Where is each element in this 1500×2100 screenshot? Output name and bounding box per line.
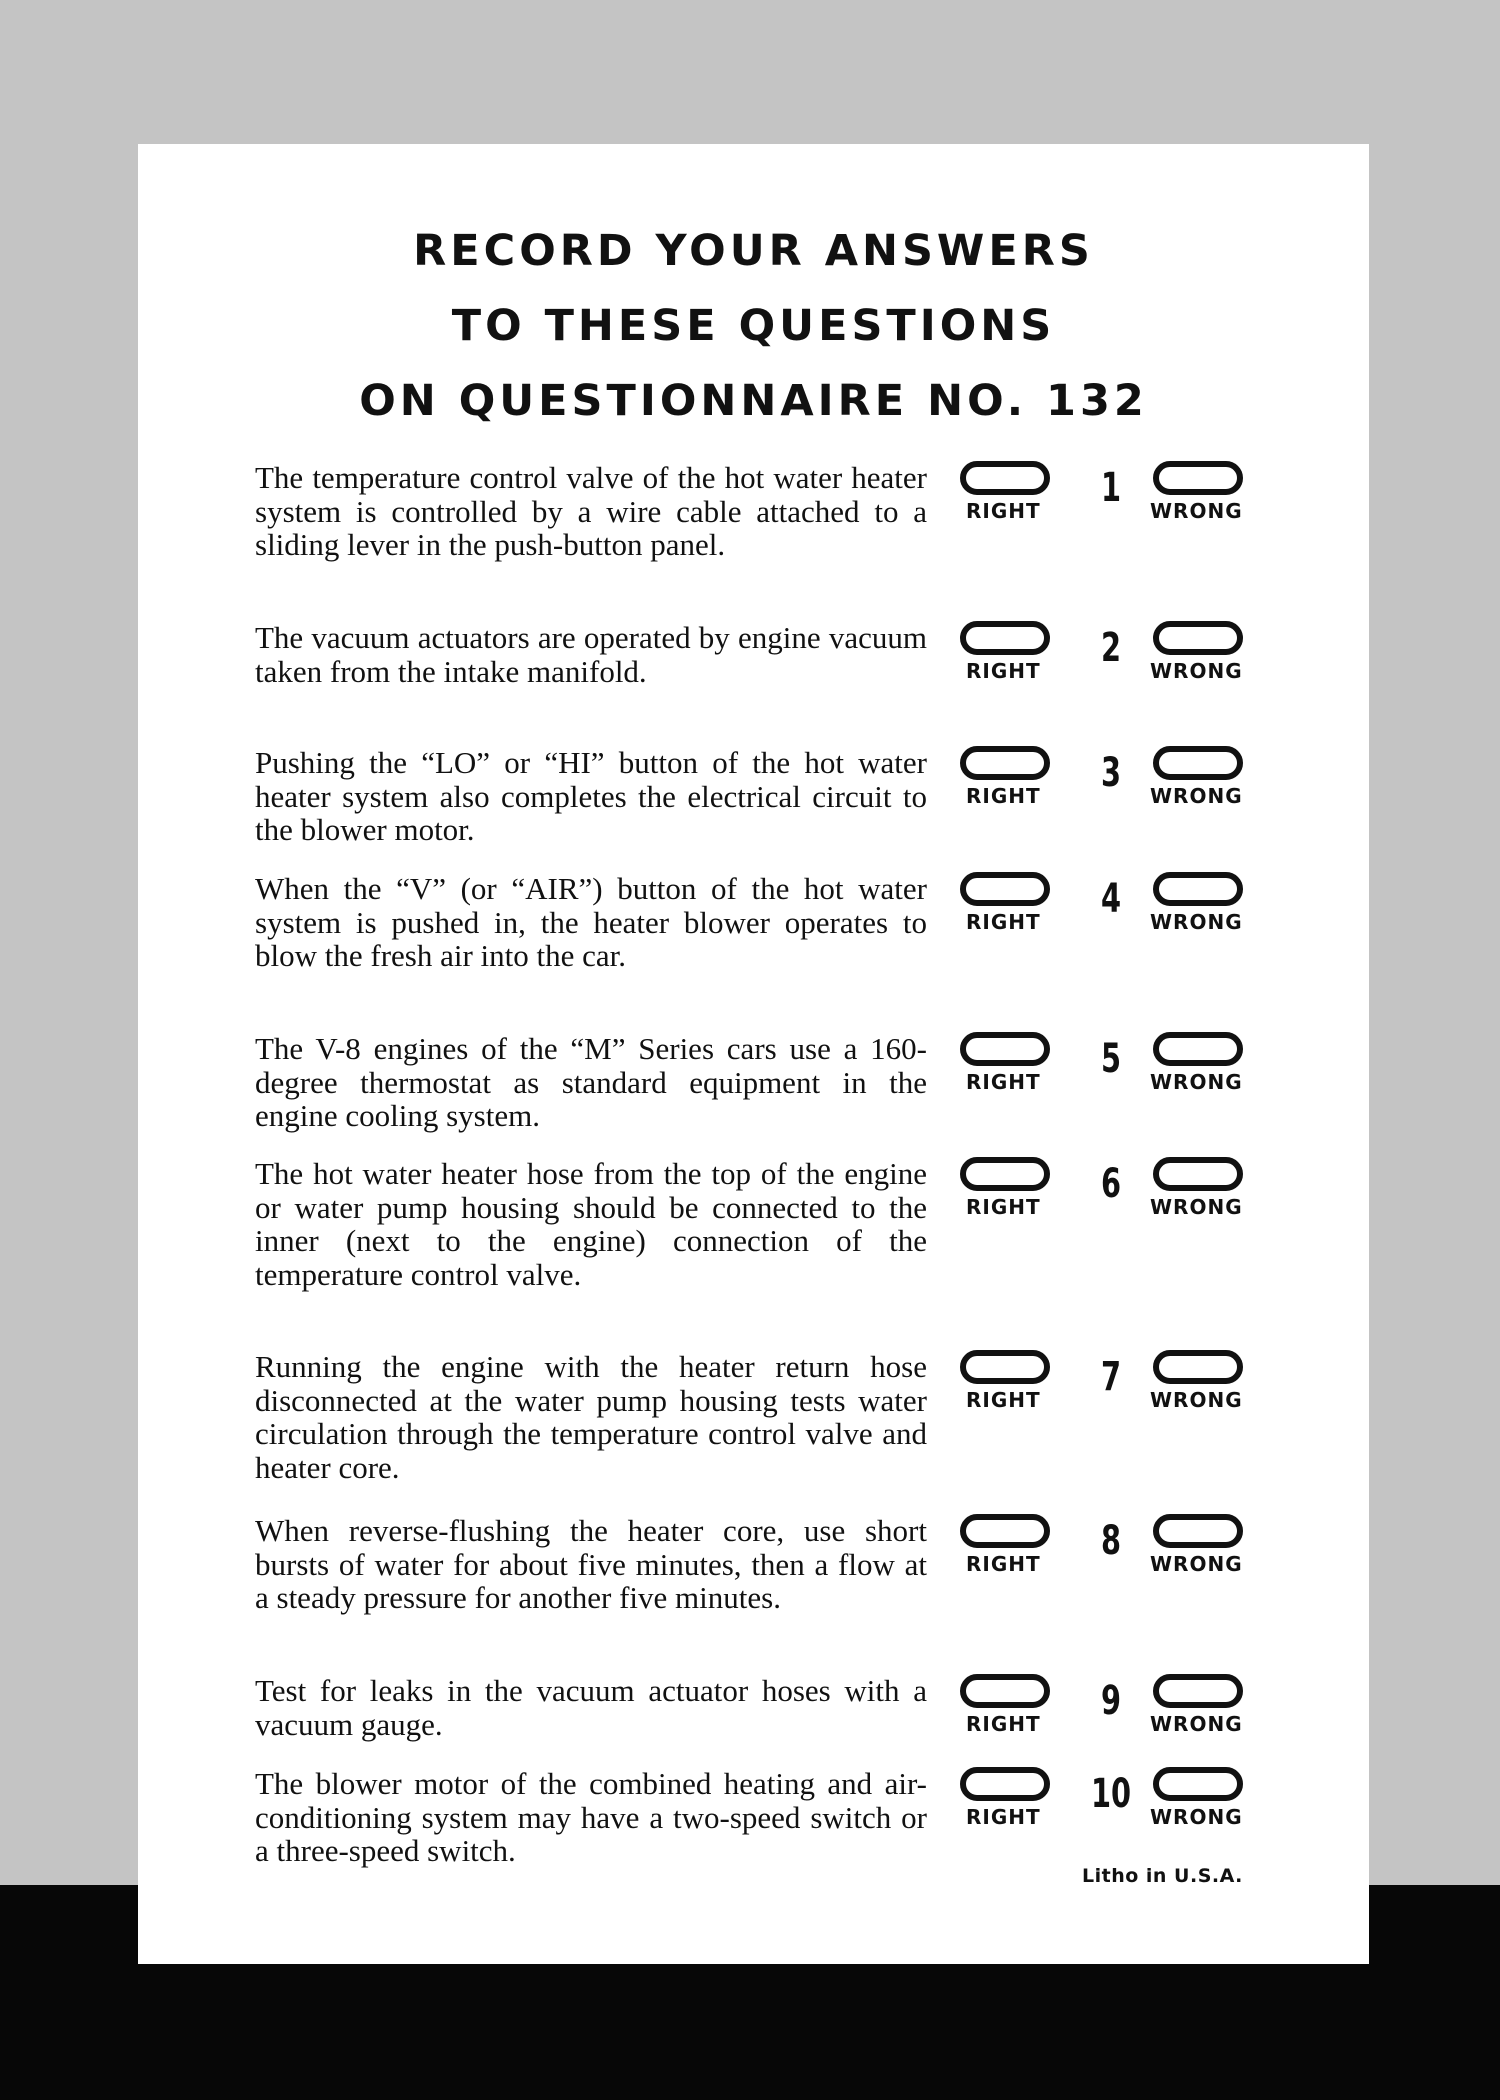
question-text: Running the engine with the heater return hose disconnected at the water pump housing tests water circulation through the temperature control valve and heater core. <box>255 1349 927 1485</box>
right-label: RIGHT <box>966 499 1041 523</box>
right-label: RIGHT <box>966 659 1041 683</box>
question-number: 9 <box>1100 1678 1122 1724</box>
right-label: RIGHT <box>966 1388 1041 1412</box>
wrong-label: WRONG <box>1150 499 1243 523</box>
question-number: 6 <box>1100 1161 1122 1207</box>
question-number: 8 <box>1100 1518 1122 1564</box>
right-label: RIGHT <box>966 1195 1041 1219</box>
question-number: 1 <box>1100 465 1122 511</box>
wrong-label: WRONG <box>1150 784 1243 808</box>
question-text: The V-8 engines of the “M” Series cars use a 160-degree thermostat as standard equipment in the engine cooling system. <box>255 1031 927 1133</box>
wrong-label: WRONG <box>1150 910 1243 934</box>
question-number: 7 <box>1100 1354 1122 1400</box>
question-text: Test for leaks in the vacuum actuator hoses with a vacuum gauge. <box>255 1673 927 1742</box>
right-answer-oval[interactable] <box>960 461 1050 495</box>
title-line-3: ON QUESTIONNAIRE NO. 132 <box>359 376 1148 426</box>
wrong-answer-oval[interactable] <box>1153 1674 1243 1708</box>
wrong-label: WRONG <box>1150 1805 1243 1829</box>
litho-footer: Litho in U.S.A. <box>1082 1865 1243 1887</box>
wrong-label: WRONG <box>1150 1712 1243 1736</box>
wrong-label: WRONG <box>1150 1552 1243 1576</box>
question-number: 3 <box>1100 750 1122 796</box>
wrong-answer-oval[interactable] <box>1153 872 1243 906</box>
right-label: RIGHT <box>966 910 1041 934</box>
wrong-answer-oval[interactable] <box>1153 1514 1243 1548</box>
question-text: The vacuum actuators are operated by engine vacuum taken from the intake manifold. <box>255 620 927 689</box>
question-text: The hot water heater hose from the top of the engine or water pump housing should be connected to the inner (next to the engine) connection of the temperature control valve. <box>255 1156 927 1292</box>
right-label: RIGHT <box>966 1552 1041 1576</box>
question-text: The temperature control valve of the hot water heater system is controlled by a wire cable attached to a sliding lever in the push-button panel. <box>255 460 927 562</box>
wrong-answer-oval[interactable] <box>1153 1157 1243 1191</box>
right-answer-oval[interactable] <box>960 621 1050 655</box>
question-number: 10 <box>1090 1771 1132 1817</box>
question-text: The blower motor of the combined heating and air-conditioning system may have a two-speed switch or a three-speed switch. <box>255 1766 927 1868</box>
right-answer-oval[interactable] <box>960 1514 1050 1548</box>
wrong-label: WRONG <box>1150 1070 1243 1094</box>
right-label: RIGHT <box>966 784 1041 808</box>
wrong-label: WRONG <box>1150 1388 1243 1412</box>
wrong-answer-oval[interactable] <box>1153 621 1243 655</box>
right-answer-oval[interactable] <box>960 1674 1050 1708</box>
question-text: When the “V” (or “AIR”) button of the hot water system is pushed in, the heater blower operates to blow the fresh air into the car. <box>255 871 927 973</box>
right-answer-oval[interactable] <box>960 1157 1050 1191</box>
right-label: RIGHT <box>966 1070 1041 1094</box>
right-answer-oval[interactable] <box>960 872 1050 906</box>
wrong-label: WRONG <box>1150 659 1243 683</box>
title-line-1: RECORD YOUR ANSWERS <box>413 226 1094 276</box>
question-number: 5 <box>1100 1036 1122 1082</box>
wrong-answer-oval[interactable] <box>1153 1032 1243 1066</box>
question-text: When reverse-flushing the heater core, use short bursts of water for about five minutes, then a flow at a steady pressure for another five minutes. <box>255 1513 927 1615</box>
wrong-label: WRONG <box>1150 1195 1243 1219</box>
title-line-2: TO THESE QUESTIONS <box>451 301 1056 351</box>
question-number: 4 <box>1100 876 1122 922</box>
right-label: RIGHT <box>966 1805 1041 1829</box>
page-title <box>138 214 1369 439</box>
right-answer-oval[interactable] <box>960 746 1050 780</box>
wrong-answer-oval[interactable] <box>1153 461 1243 495</box>
right-answer-oval[interactable] <box>960 1350 1050 1384</box>
right-answer-oval[interactable] <box>960 1032 1050 1066</box>
question-text: Pushing the “LO” or “HI” button of the hot water heater system also completes the electrical circuit to the blower motor. <box>255 745 927 847</box>
wrong-answer-oval[interactable] <box>1153 1767 1243 1801</box>
wrong-answer-oval[interactable] <box>1153 1350 1243 1384</box>
questionnaire-sheet <box>138 144 1369 1964</box>
wrong-answer-oval[interactable] <box>1153 746 1243 780</box>
right-label: RIGHT <box>966 1712 1041 1736</box>
right-answer-oval[interactable] <box>960 1767 1050 1801</box>
question-number: 2 <box>1100 625 1122 671</box>
